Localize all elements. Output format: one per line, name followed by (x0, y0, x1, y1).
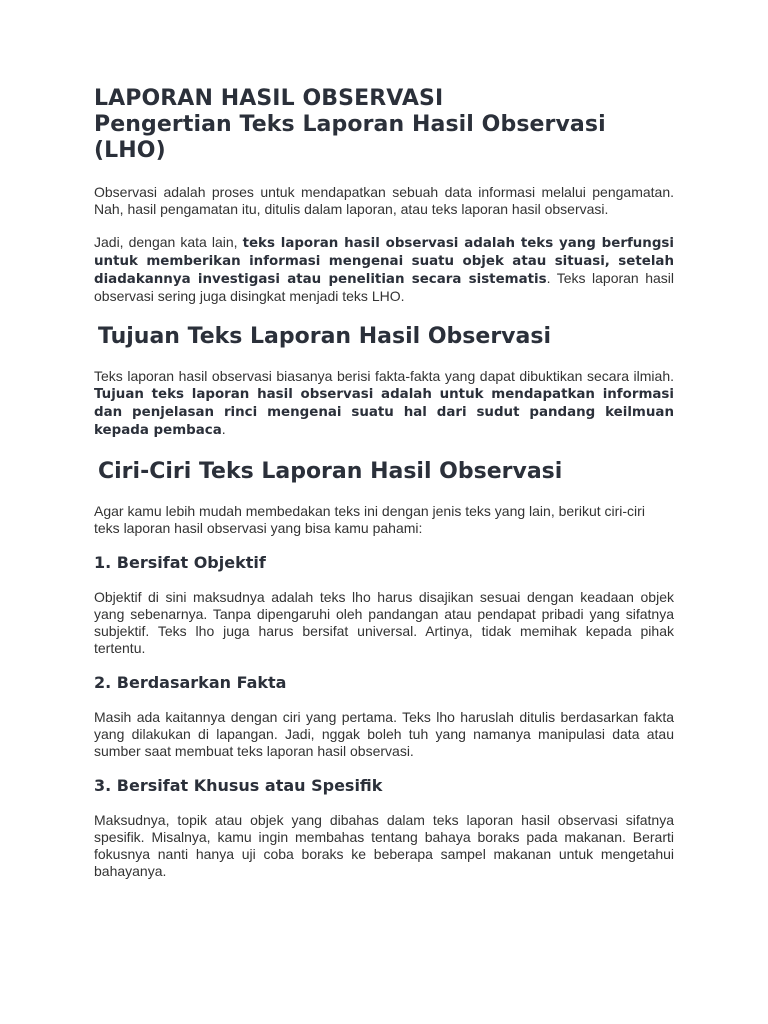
title-line-1: LAPORAN HASIL OBSERVASI (94, 86, 444, 111)
heading-ciri: Ciri-Ciri Teks Laporan Hasil Observasi (98, 459, 563, 484)
ciri-2-heading: 2. Berdasarkan Fakta (94, 673, 287, 692)
intro-paragraph-2 (94, 234, 674, 305)
title-line-2: Pengertian Teks Laporan Hasil Observasi (94, 112, 606, 137)
intro-p2-bold: teks laporan hasil observasi adalah teks yang berfungsi untuk memberikan informasi mengenai suatu objek atau situasi, setelah diadakannya investigasi atau penelitian secara sistematis (94, 236, 674, 287)
intro-p2-start: Jadi, dengan kata lain, (94, 234, 243, 250)
ciri-1-heading: 1. Bersifat Objektif (94, 553, 266, 572)
tujuan-p-bold: Tujuan teks laporan hasil observasi adalah untuk mendapatkan informasi dan penjelasan rinci mengenai suatu hal dari sudut pandang keilmuan kepada pembaca (94, 387, 674, 438)
tujuan-p-end: . (221, 421, 226, 437)
ciri-intro-paragraph: Agar kamu lebih mudah membedakan teks ini dengan jenis teks yang lain, berikut ciri-ciri teks laporan hasil observasi yang bisa kamu pahami: (94, 503, 645, 536)
document-content (94, 86, 674, 880)
document-title (94, 86, 674, 164)
intro-paragraph-1: Observasi adalah proses untuk mendapatkan sebuah data informasi melalui pengamatan. Nah, hasil pengamatan itu, ditulis dalam laporan, atau teks laporan hasil observasi. (94, 184, 674, 217)
ciri-3-heading: 3. Bersifat Khusus atau Spesifik (94, 776, 383, 795)
ciri-2-text: Masih ada kaitannya dengan ciri yang pertama. Teks lho haruslah ditulis berdasarkan fakta yang dilakukan di lapangan. Jadi, nggak boleh tuh yang namanya manipulasi data atau sumber saat membuat teks laporan hasil observasi. (94, 709, 674, 759)
heading-tujuan: Tujuan Teks Laporan Hasil Observasi (98, 324, 551, 349)
ciri-1-text: Objektif di sini maksudnya adalah teks lho harus disajikan sesuai dengan keadaan objek yang sebenarnya. Tanpa dipengaruhi oleh pandangan atau pendapat pribadi yang sifatnya subjektif. Teks lho juga harus bersifat universal. Artinya, tidak memihak kepada pihak tertentu. (94, 589, 674, 656)
ciri-3-text: Maksudnya, topik atau objek yang dibahas dalam teks laporan hasil observasi sifatnya spesifik. Misalnya, kamu ingin membahas tentang bahaya boraks pada makanan. Berarti fokusnya nanti hanya uji coba boraks ke beberapa sampel makanan untuk mengetahui bahayanya. (94, 812, 674, 879)
tujuan-p-start: Teks laporan hasil observasi biasanya berisi fakta-fakta yang dapat dibuktikan secara ilmiah. (94, 368, 674, 384)
title-line-3: (LHO) (94, 138, 166, 163)
tujuan-paragraph (94, 368, 674, 439)
intro-p2-end: . Teks laporan hasil observasi sering juga disingkat menjadi teks LHO. (94, 270, 674, 304)
